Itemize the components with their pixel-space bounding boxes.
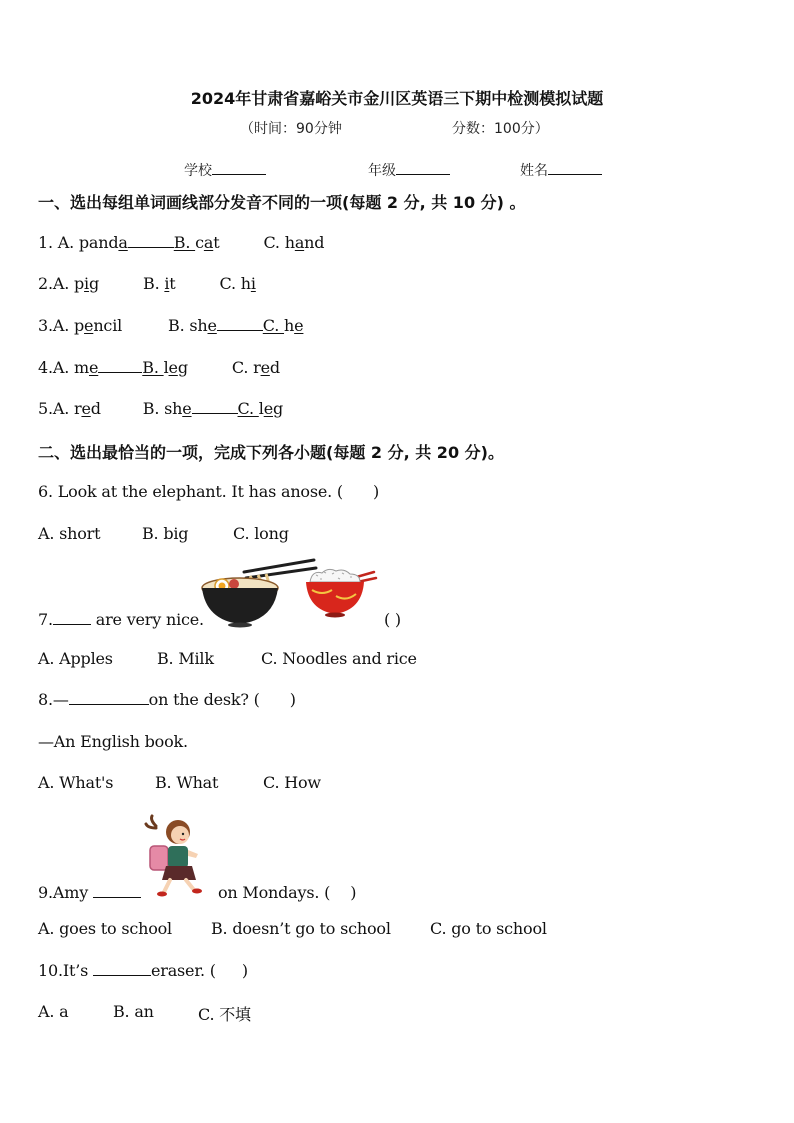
q8-option-c: C. How: [263, 773, 321, 792]
question-6: 6. Look at the elephant. It has anose. ( ): [38, 482, 380, 501]
q10-option-a: A. a: [38, 1002, 69, 1021]
q6-option-b: B. big: [142, 524, 189, 543]
q9-option-c: C. go to school: [430, 919, 547, 938]
section1-heading: 一、选出每组单词画线部分发音不同的一项(每题 2 分, 共 10 分) 。: [38, 193, 526, 212]
grade-field[interactable]: [368, 160, 450, 180]
q7-option-b: B. Milk: [157, 649, 214, 668]
name-label: 姓名: [520, 163, 548, 179]
girl-running-icon: [142, 814, 206, 898]
question-9-rest: on Mondays. ( ): [218, 883, 357, 902]
exam-time: （时间：90分钟: [240, 121, 342, 137]
q9-option-a: A. goes to school: [38, 919, 172, 938]
q9-option-b: B. doesn’t go to school: [211, 919, 391, 938]
question-2: 2.A. pig B. it C. hi: [38, 274, 256, 293]
question-7: 7. are very nice.: [38, 610, 204, 629]
q7-option-c: C. Noodles and rice: [261, 649, 417, 668]
q7-option-a: A. Apples: [38, 649, 113, 668]
q7-paren: ( ): [384, 610, 401, 629]
page-title: 2024年甘肃省嘉峪关市金川区英语三下期中检测模拟试题: [190, 89, 604, 108]
question-5: 5.A. red B. she C. leg: [38, 399, 284, 418]
grade-label: 年级: [368, 163, 396, 179]
school-label: 学校: [184, 163, 212, 179]
name-field[interactable]: [520, 160, 602, 180]
q10-option-c: C. 不填: [198, 1005, 251, 1024]
exam-score: 分数：100分）: [452, 121, 549, 137]
question-8: 8.— on the desk? ( ): [38, 690, 296, 709]
q8-option-b: B. What: [155, 773, 219, 792]
question-1: 1. A. panda B. cat C. hand: [38, 233, 325, 252]
q10-option-b: B. an: [113, 1002, 154, 1021]
question-9: 9.Amy: [38, 883, 141, 902]
q8-option-a: A. What's: [38, 773, 114, 792]
question-4: 4.A. me B. leg C. red: [38, 358, 280, 377]
q6-option-a: A. short: [38, 524, 101, 543]
noodles-bowl-icon: [200, 558, 318, 628]
q6-option-c: C. long: [233, 524, 289, 543]
q8-answer: —An English book.: [38, 732, 188, 751]
school-field[interactable]: [184, 160, 266, 180]
rice-bowl-icon: [302, 566, 378, 618]
question-10: 10.It’s eraser. ( ): [38, 961, 248, 980]
section2-heading: 二、选出最恰当的一项，完成下列各小题(每题 2 分, 共 20 分)。: [38, 443, 504, 462]
question-3: 3.A. pencil B. she C. he: [38, 316, 304, 335]
